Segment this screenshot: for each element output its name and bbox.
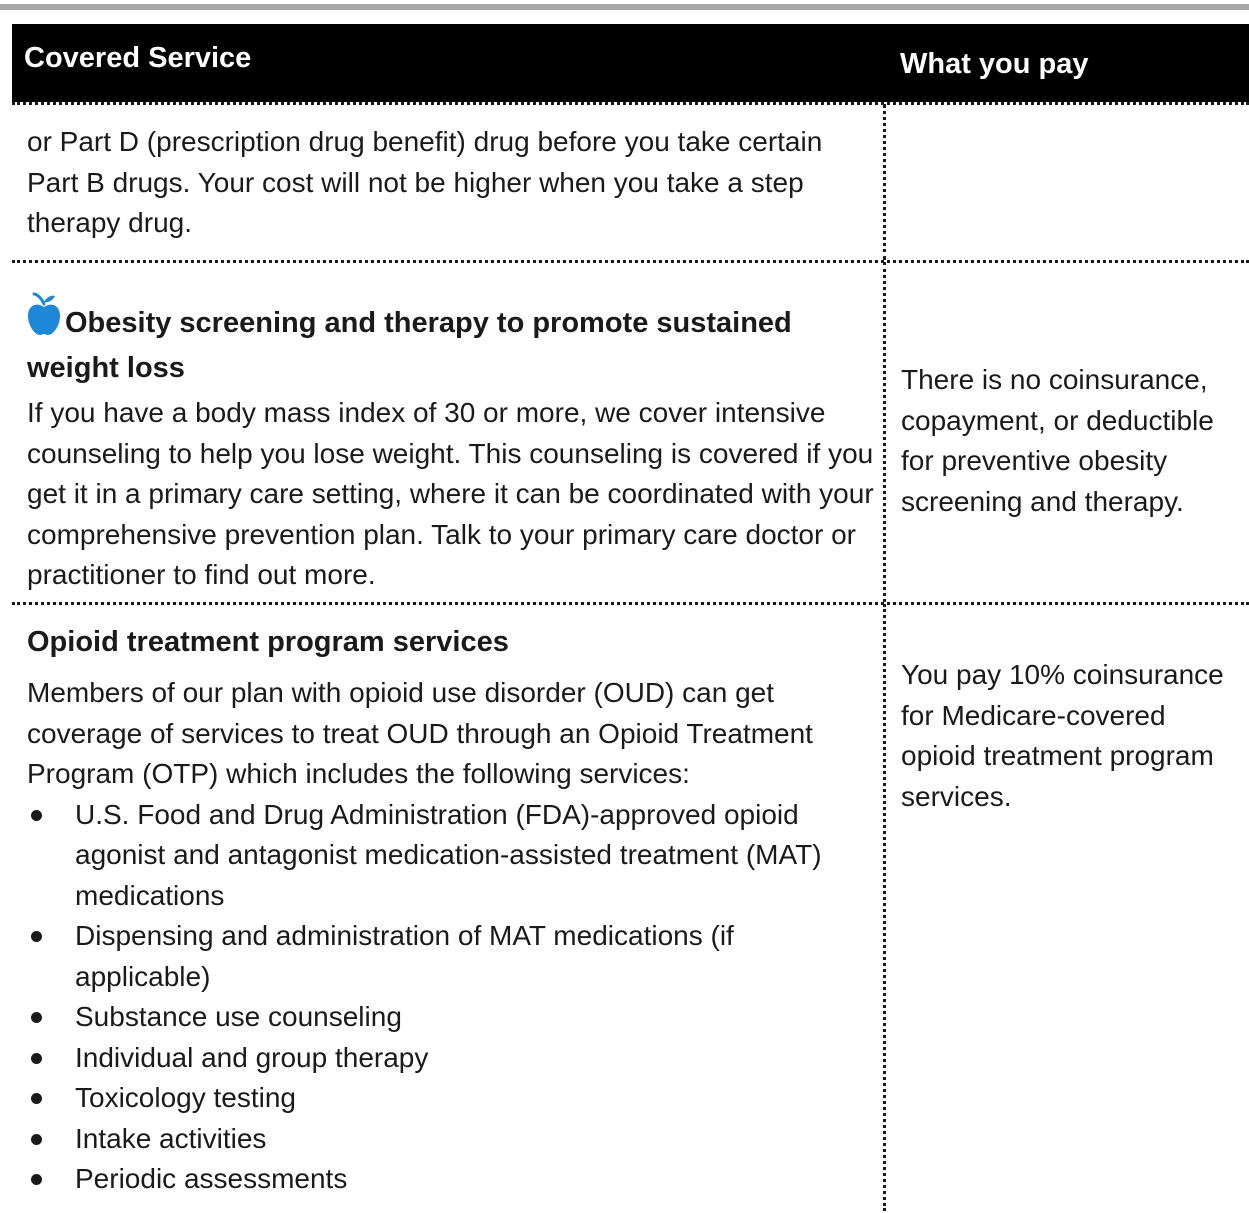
bullet-icon bbox=[31, 1012, 42, 1023]
column-divider bbox=[883, 604, 886, 1211]
obesity-title bbox=[27, 292, 877, 389]
row-divider bbox=[12, 102, 1249, 105]
bullet-icon bbox=[31, 1093, 42, 1104]
table-header bbox=[12, 24, 1249, 102]
row-divider bbox=[12, 602, 1249, 605]
column-divider bbox=[883, 262, 886, 602]
list-item: Dispensing and administration of MAT medications (if applicable) bbox=[27, 916, 877, 997]
list-item: Substance use counseling bbox=[27, 997, 877, 1038]
list-item: Toxicology testing bbox=[27, 1078, 877, 1119]
row-step-therapy-continued bbox=[27, 122, 877, 244]
bullet-icon bbox=[31, 1174, 42, 1185]
opioid-pay-cell bbox=[901, 655, 1246, 817]
header-what-you-pay: What you pay bbox=[900, 48, 1089, 80]
bullet-icon bbox=[31, 1053, 42, 1064]
obesity-body: If you have a body mass index of 30 or more, we cover intensive counseling to help you lose weight. This counseling is covered if you get it in a primary care setting, where it can be coordinated with your comprehensive prevention plan. Talk to your primary care doctor or practitioner to find out more. bbox=[27, 397, 874, 590]
row-opioid-treatment bbox=[27, 622, 877, 1200]
opioid-title: Opioid treatment program services bbox=[27, 626, 509, 658]
apple-icon bbox=[27, 292, 61, 348]
opioid-pay-text: You pay 10% coinsurance for Medicare-covered opioid treatment program services. bbox=[901, 659, 1224, 812]
obesity-title-text: Obesity screening and therapy to promote sustained weight loss bbox=[27, 307, 792, 384]
opioid-intro: Members of our plan with opioid use disorder (OUD) can get coverage of services to treat OUD through an Opioid Treatment Program (OTP) which includes the following services: bbox=[27, 677, 813, 789]
opioid-services-list bbox=[27, 795, 877, 1200]
row1-text: or Part D (prescription drug benefit) drug before you take certain Part B drugs. Your cost will not be higher when you take a step therapy drug. bbox=[27, 126, 823, 238]
header-covered-service: Covered Service bbox=[24, 42, 252, 74]
row-obesity-screening bbox=[27, 292, 877, 596]
list-item: Individual and group therapy bbox=[27, 1038, 877, 1079]
list-item: Periodic assessments bbox=[27, 1159, 877, 1200]
obesity-pay-cell bbox=[901, 360, 1246, 522]
bullet-icon bbox=[31, 1134, 42, 1145]
bullet-icon bbox=[31, 810, 42, 821]
list-item: U.S. Food and Drug Administration (FDA)-approved opioid agonist and antagonist medication-assisted treatment (MAT) medications bbox=[27, 795, 877, 917]
obesity-pay-text: There is no coinsurance, copayment, or deductible for preventive obesity screening and therapy. bbox=[901, 364, 1214, 517]
top-rule bbox=[0, 4, 1249, 10]
bullet-icon bbox=[31, 931, 42, 942]
column-divider bbox=[883, 104, 886, 260]
row-divider bbox=[12, 260, 1249, 263]
list-item: Intake activities bbox=[27, 1119, 877, 1160]
